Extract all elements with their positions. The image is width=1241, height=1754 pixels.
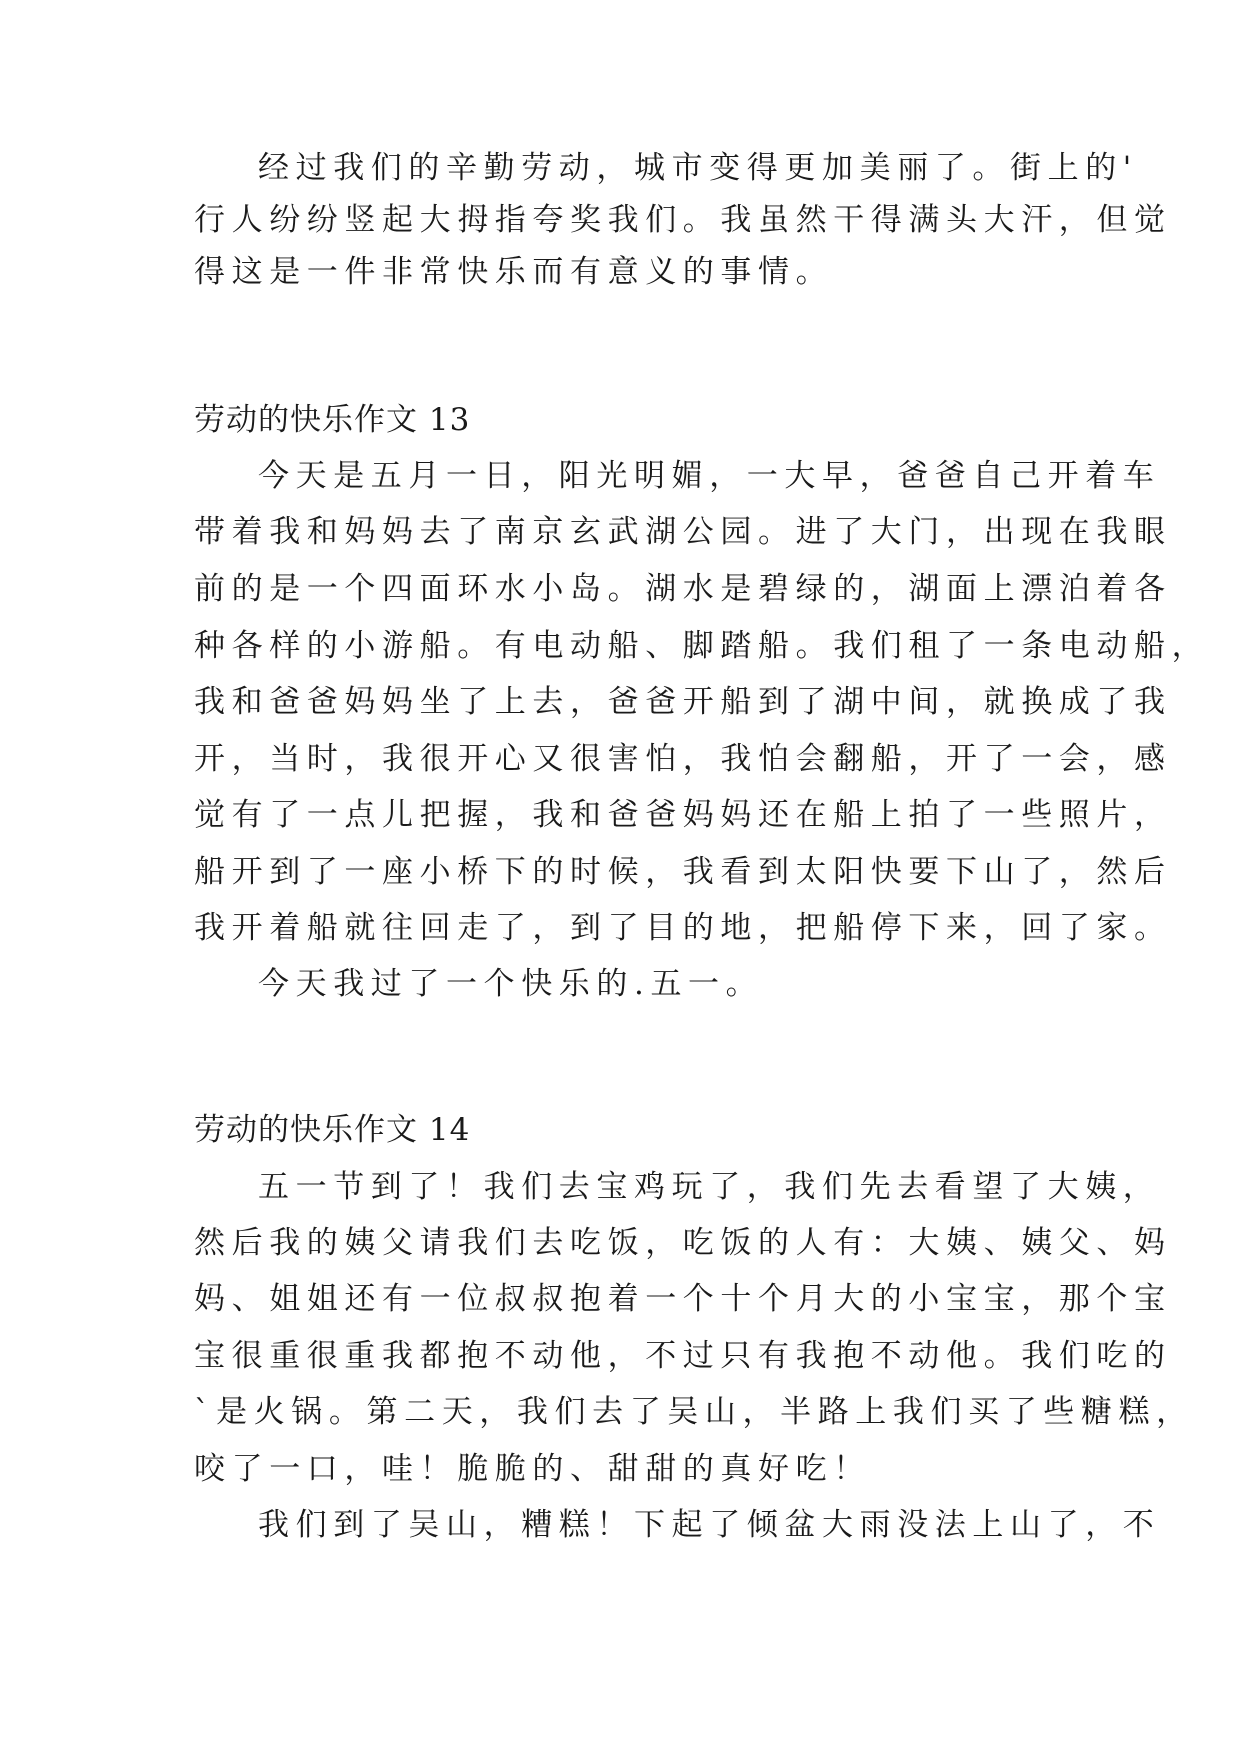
paragraph-line: 开，当时，我很开心又很害怕，我怕会翻船，开了一会，感 bbox=[194, 741, 1172, 777]
section-heading: 劳动的快乐作文 13 bbox=[194, 402, 471, 438]
paragraph-line: 觉有了一点儿把握，我和爸爸妈妈还在船上拍了一些照片， bbox=[194, 797, 1172, 833]
paragraph-line: 我们到了吴山，糟糕！下起了倾盆大雨没法上山了，不 bbox=[258, 1507, 1161, 1543]
paragraph-line: 经过我们的辛勤劳动，城市变得更加美丽了。街上的' bbox=[258, 150, 1138, 186]
paragraph-line: 然后我的姨父请我们去吃饭，吃饭的人有：大姨、姨父、妈 bbox=[194, 1225, 1172, 1261]
paragraph-line: 船开到了一座小桥下的时候，我看到太阳快要下山了，然后 bbox=[194, 854, 1172, 890]
paragraph-line: 今天我过了一个快乐的.五一。 bbox=[258, 966, 764, 1002]
paragraph-line: 妈、姐姐还有一位叔叔抱着一个十个月大的小宝宝，那个宝 bbox=[194, 1281, 1172, 1317]
paragraph-line: 我开着船就往回走了，到了目的地，把船停下来，回了家。 bbox=[194, 910, 1172, 946]
paragraph-line: 今天是五月一日，阳光明媚，一大早，爸爸自己开着车 bbox=[258, 458, 1161, 494]
paragraph-line: 种各样的小游船。有电动船、脚踏船。我们租了一条电动船， bbox=[194, 628, 1210, 664]
paragraph-line: 带着我和妈妈去了南京玄武湖公园。进了大门，出现在我眼 bbox=[194, 514, 1172, 550]
section-heading: 劳动的快乐作文 14 bbox=[194, 1112, 471, 1148]
paragraph-line: 咬了一口，哇！脆脆的、甜甜的真好吃！ bbox=[194, 1451, 871, 1487]
paragraph-line: 我和爸爸妈妈坐了上去，爸爸开船到了湖中间，就换成了我 bbox=[194, 684, 1172, 720]
paragraph-line: 五一节到了！我们去宝鸡玩了，我们先去看望了大姨， bbox=[258, 1169, 1161, 1205]
paragraph-line: 宝很重很重我都抱不动他，不过只有我抱不动他。我们吃的 bbox=[194, 1338, 1172, 1374]
paragraph-line: 行人纷纷竖起大拇指夸奖我们。我虽然干得满头大汗，但觉 bbox=[194, 202, 1172, 238]
paragraph-line: 得这是一件非常快乐而有意义的事情。 bbox=[194, 254, 834, 290]
paragraph-line: `是火锅。第二天，我们去了吴山，半路上我们买了些糖糕， bbox=[194, 1394, 1194, 1430]
paragraph-line: 前的是一个四面环水小岛。湖水是碧绿的，湖面上漂泊着各 bbox=[194, 571, 1172, 607]
